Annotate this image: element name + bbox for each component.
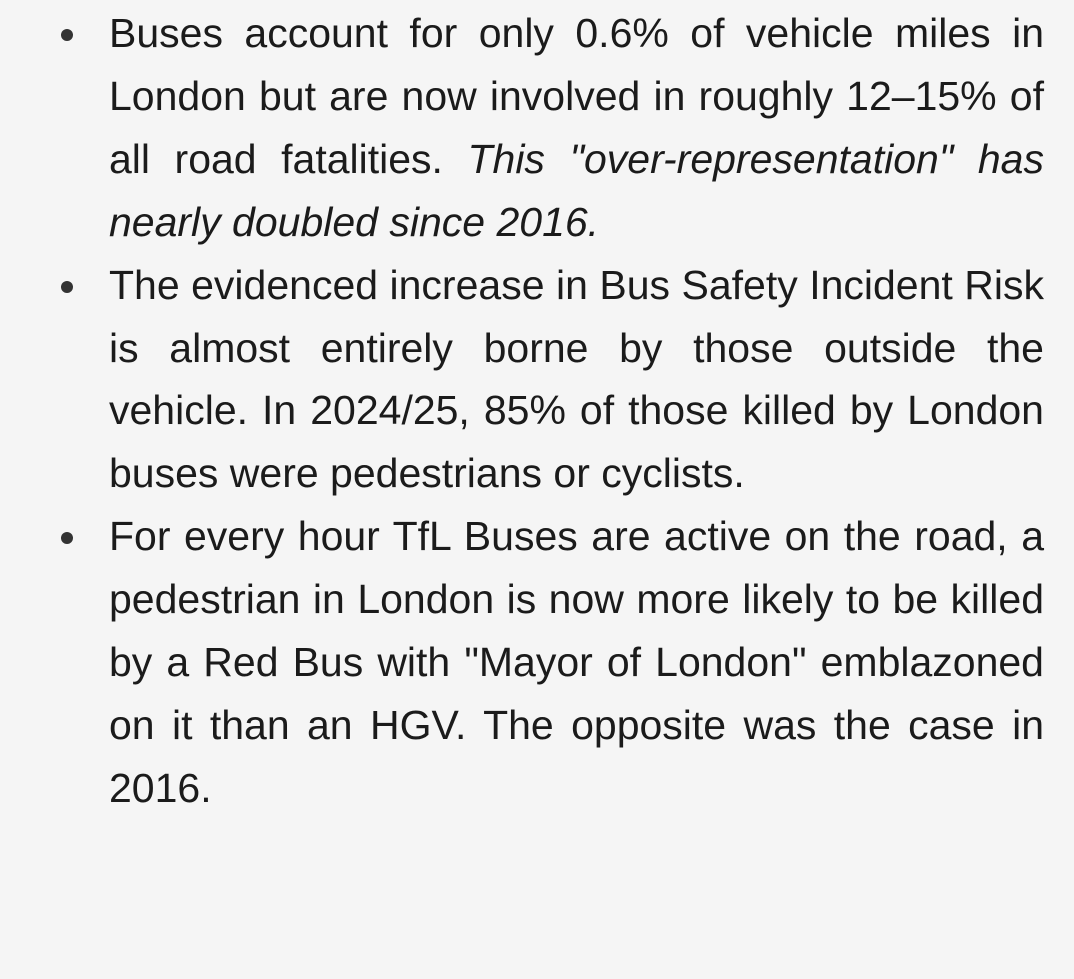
bullet-dot-icon [61,29,73,41]
bullet-dot-icon [61,281,73,293]
bullet-italic-text: This "over-representation" has nearly doubled since 2016. [109,135,1044,245]
bullet-item-incident-risk [109,254,1044,506]
bullet-text: For every hour TfL Buses are active on the road, a pedestrian in London is now more likely to be killed by a Red Bus with "Mayor of London" emblazoned on it than an HGV. The opposite was the case in 2016. [109,513,1044,811]
bullet-text: The evidenced increase in Bus Safety Incident Risk is almost entirely borne by those outside the vehicle. In 2024/25, 85% of those killed by London buses were pedestrians or cyclists. [109,261,1044,497]
bullet-dot-icon [61,532,73,544]
bullet-text: Buses account for only 0.6% of vehicle miles in London but are now involved in roughly 12–15% of all road fatalities. [109,10,1044,182]
bullet-list [109,2,1044,820]
bullet-item-bus-fatalities [109,2,1044,254]
bullet-item-pedestrian-risk [109,505,1044,820]
